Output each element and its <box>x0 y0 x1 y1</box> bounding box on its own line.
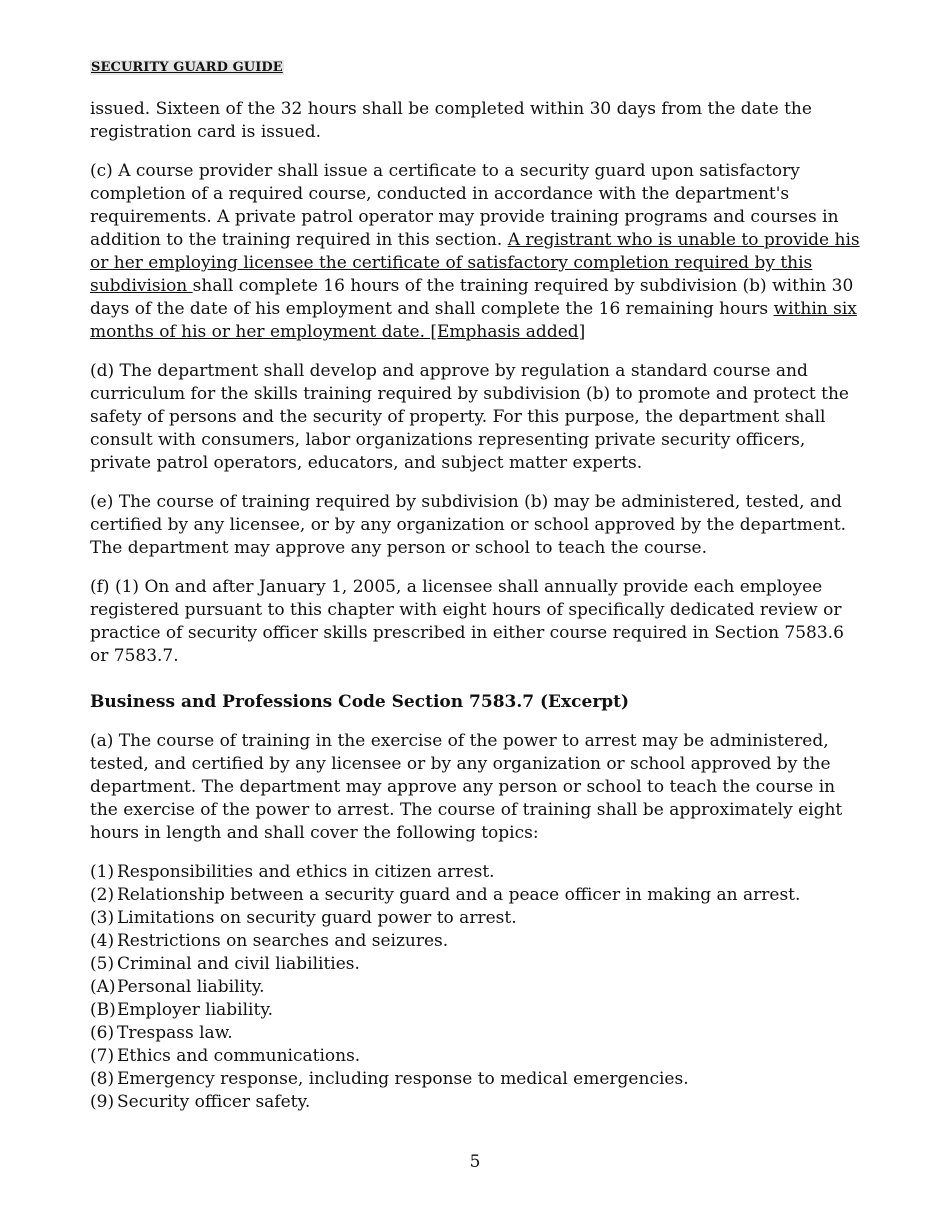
list-item-text: Relationship between a security guard and a peace officer in making an arrest. <box>117 885 801 905</box>
paragraph-d: (d) The department shall develop and approve by regulation a standard course and curriculum for the skills training required by subdivision (b) to promote and protect the safety of persons and the security of property. For this purpose, the department shall consult with consumers, labor organizations representing private security officers, private patrol operators, educators, and subject matter experts. <box>90 361 849 473</box>
list-item-number: (3) <box>90 908 115 928</box>
document-page <box>90 56 865 1114</box>
paragraph-section-a: (a) The course of training in the exercise of the power to arrest may be administered, tested, and certified by any licensee or by any organization or school approved by the department. The department may approve any person or school to teach the course in the exercise of the power to arrest. The course of training shall be approximately eight hours in length and shall cover the following topics: <box>90 731 843 843</box>
document-header: SECURITY GUARD GUIDE <box>91 60 283 75</box>
list-item-number: (4) <box>90 931 115 951</box>
list-item-text: Personal liability. <box>117 977 265 997</box>
paragraph-e: (e) The course of training required by subdivision (b) may be administered, tested, and certified by any licensee, or by any organization or school approved by the department. The department may approve any person or school to teach the course. <box>90 492 847 558</box>
list-item-number: (B) <box>90 1000 116 1020</box>
topic-list <box>90 861 865 1114</box>
paragraph-c-emphasis-a: A registrant who is unable to provide his or her employing licensee the certificate of satisfactory completion required by this subdivision <box>90 230 860 296</box>
list-item <box>90 976 865 999</box>
section-heading: Business and Professions Code Section 7583.7 (Excerpt) <box>90 692 630 712</box>
paragraph-c-text-a: (c) A course provider shall issue a certificate to a security guard upon satisfactory completion of a required course, conducted in accordance with the department's requirements. A private patrol operator may provide training programs and courses in addition to the training required in this section. <box>90 161 839 250</box>
list-item <box>90 884 865 907</box>
list-item-number: (5) <box>90 954 115 974</box>
list-item <box>90 1068 865 1091</box>
list-item <box>90 999 865 1022</box>
list-item <box>90 930 865 953</box>
list-item-number: (7) <box>90 1046 115 1066</box>
list-item-number: (2) <box>90 885 115 905</box>
list-item-text: Responsibilities and ethics in citizen arrest. <box>117 862 495 882</box>
page-number: 5 <box>469 1152 481 1172</box>
list-item-number: (A) <box>90 977 116 997</box>
list-item <box>90 861 865 884</box>
list-item-text: Criminal and civil liabilities. <box>117 954 360 974</box>
list-item-text: Trespass law. <box>117 1023 233 1043</box>
paragraph-c-text-b: shall complete 16 hours of the training required by subdivision (b) within 30 days of the date of his employment and shall complete the 16 remaining hours <box>90 276 854 319</box>
list-item-text: Security officer safety. <box>117 1092 311 1112</box>
list-item-number: (1) <box>90 862 115 882</box>
list-item-text: Emergency response, including response to medical emergencies. <box>117 1069 689 1089</box>
list-item <box>90 907 865 930</box>
list-item-text: Employer liability. <box>117 1000 274 1020</box>
list-item-text: Ethics and communications. <box>117 1046 361 1066</box>
list-item-number: (9) <box>90 1092 115 1112</box>
list-item <box>90 953 865 976</box>
list-item-number: (6) <box>90 1023 115 1043</box>
paragraph-continued: issued. Sixteen of the 32 hours shall be completed within 30 days from the date the registration card is issued. <box>90 99 812 142</box>
list-item-number: (8) <box>90 1069 115 1089</box>
list-item <box>90 1045 865 1068</box>
paragraph-f: (f) (1) On and after January 1, 2005, a licensee shall annually provide each employee registered pursuant to this chapter with eight hours of specifically dedicated review or practice of security officer skills prescribed in either course required in Section 7583.6 or 7583.7. <box>90 577 844 666</box>
list-item <box>90 1022 865 1045</box>
paragraph-c <box>90 160 865 344</box>
list-item <box>90 1091 865 1114</box>
list-item-text: Limitations on security guard power to arrest. <box>117 908 517 928</box>
paragraph-c-emphasis-b: within six months of his or her employment date. [Emphasis added] <box>90 299 857 342</box>
list-item-text: Restrictions on searches and seizures. <box>117 931 449 951</box>
